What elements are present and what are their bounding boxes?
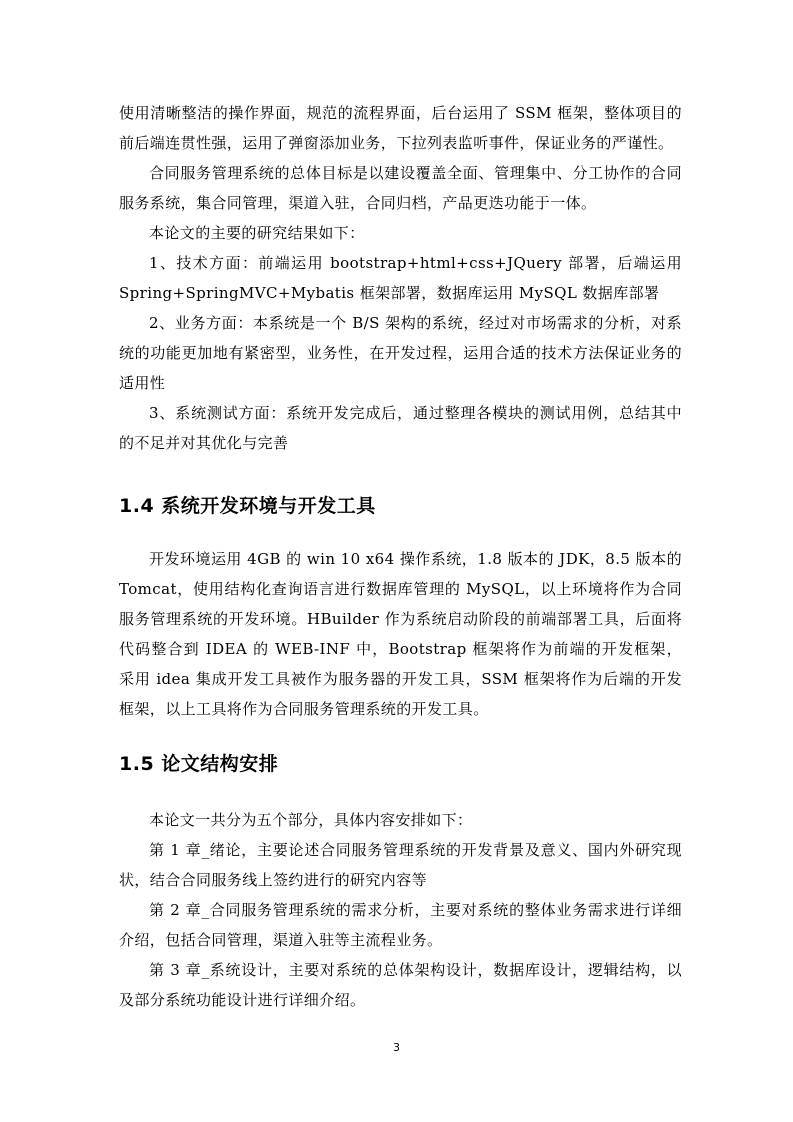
result-item-testing: 3、系统测试方面：系统开发完成后，通过整理各模块的测试用例，总结其中的不足并对其优化与完善 [119, 404, 682, 452]
chapter-item-2: 第 2 章_合同服务管理系统的需求分析，主要对系统的整体业务需求进行详细介绍，包括合同管理，渠道入驻等主流程业务。 [119, 901, 682, 949]
section-heading-1-4: 1.4 系统开发环境与开发工具 [119, 495, 376, 517]
body-paragraph-system-goal: 合同服务管理系统的总体目标是以建设覆盖全面、管理集中、分工协作的合同服务系统，集合同管理，渠道入驻，合同归档，产品更迭功能于一体。 [119, 164, 682, 212]
section-heading-1-5: 1.5 论文结构安排 [119, 753, 279, 775]
spacer [119, 724, 682, 749]
body-paragraph-structure-intro: 本论文一共分为五个部分，具体内容安排如下： [149, 811, 473, 829]
spacer [119, 779, 682, 805]
body-paragraph-continued: 使用清晰整洁的操作界面，规范的流程界面，后台运用了 SSM 框架，整体项目的前后端连贯性强，运用了弹窗添加业务，下拉列表监听事件，保证业务的严谨性。 [119, 104, 682, 152]
page-number: 3 [393, 1041, 400, 1054]
body-paragraph-results-intro: 本论文的主要的研究结果如下： [149, 224, 365, 242]
spacer [119, 458, 682, 491]
result-item-technology: 1、技术方面：前端运用 bootstrap+html+css+JQuery 部署，后端运用 Spring+SpringMVC+Mybatis 框架部署，数据库运用 MySQL 数据库部署 [119, 254, 682, 302]
chapter-item-1: 第 1 章_绪论，主要论述合同服务管理系统的开发背景及意义、国内外研究现状，结合合同服务线上签约进行的研究内容等 [119, 841, 682, 889]
result-item-business: 2、业务方面：本系统是一个 B/S 架构的系统，经过对市场需求的分析，对系统的功能更加地有紧密型，业务性，在开发过程，运用合适的技术方法保证业务的适用性 [119, 314, 682, 392]
spacer [119, 521, 682, 544]
chapter-item-3: 第 3 章_系统设计，主要对系统的总体架构设计，数据库设计，逻辑结构，以及部分系统功能设计进行详细介绍。 [119, 961, 682, 1009]
body-paragraph-dev-environment: 开发环境运用 4GB 的 win 10 x64 操作系统，1.8 版本的 JDK，8.5 版本的 Tomcat，使用结构化查询语言进行数据库管理的 MySQL，以上环境将作为合同服务管理系统的开发环境。HBuilder 作为系统启动阶段的前端部署工具，后面将代码整合到 IDEA 的 WEB-INF 中，Bootstrap 框架将作为前端的开发框架， 采用 idea 集成开发工具被作为服务器的开发工具，SSM 框架将作为后端的开发框架，以上工具将作为合同服务管理系统的开发工具。 [119, 550, 682, 718]
page-body [119, 98, 682, 1015]
